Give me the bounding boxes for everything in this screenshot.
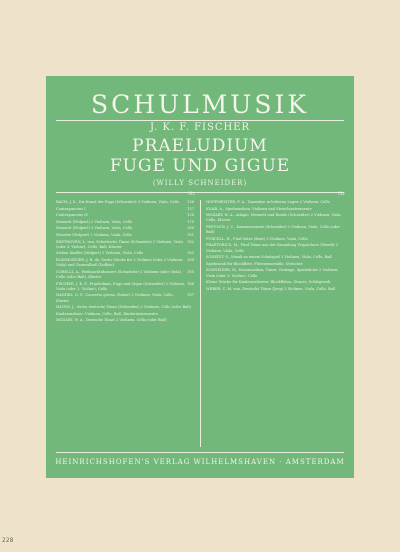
- work-title-line2: FUGE UND GIGUE: [109, 156, 291, 176]
- work-title-line1: PRAELUDIUM: [132, 136, 268, 156]
- catalog-entry: 136 BACH, J. S., Die Kunst der Fuge (Schneider) 3 Violinen, Viola, Cello: [56, 200, 194, 204]
- catalog-entry: HOFFMEISTER, F. A., Tanzsätze in höheren Lagen 2 Violinen, Cello: [206, 200, 330, 204]
- catalog-number: 137: [187, 206, 194, 211]
- editor-credit: (WILLY SCHNEIDER): [152, 179, 248, 187]
- catalog-number: 181: [187, 232, 194, 237]
- catalog-number: 183: [187, 251, 194, 256]
- green-title-panel: [46, 76, 354, 478]
- catalog-entry: MOZART, W. A., Adagio, Menuett und Rondo (Schneider) 2 Violinen, Viola, Cello, Klavier: [206, 213, 342, 223]
- catalog-entry: 183 Sieben ländler (Wolpert) 2 Violinen, Viola, Cello: [56, 251, 194, 256]
- catalog-entry: PEPUSCH, J. C., Kammersonate (Schneider) 2 Violinen, Viola, Cello (oder Baß): [206, 224, 340, 235]
- catalog-entry: PURCELL, H., Fünf Sätze (Bent) 3 Violinen, Viola, Cello: [206, 236, 308, 241]
- catalog-entry: Kindersinfonie: Violinen, Cello, Baß, Kinderinstrumente: [56, 311, 158, 316]
- catalog-entry: HAYDN, J., Sechs deutsche Tänze (Schneider) 2 Violinen, Cello (oder Baß): [56, 305, 192, 310]
- composer-name: J. K. F. FISCHER: [149, 122, 251, 133]
- column-divider: [200, 200, 201, 447]
- catalog-entry: MOZART, W. A., Deutsche Tänze 2 Violinen, Cello (oder Baß): [56, 318, 167, 323]
- catalog-entry: KNAB, A., Spielmusiken, Violinen und Streichinstrumente: [206, 206, 312, 211]
- catalog-entry: 180 Menuett (Wolpert) 3 Violinen, Viola, Cello: [56, 226, 194, 231]
- catalog-entry: WEBER, C. M. von, Deutsche Tänze (Jeep) 2 Violinen, Viola, Cello, Baß: [206, 286, 336, 291]
- catalog-number: 180: [187, 226, 194, 231]
- catalog-entry: 179 Menuett (Wolpert) 2 Violinen, Viola, Cello: [56, 219, 194, 224]
- catalog-entry: 137 Contrapunctus I: [56, 206, 194, 211]
- catalog-number: 179: [187, 219, 194, 224]
- series-title: SCHULMUSIK: [90, 90, 310, 119]
- catalog-entry: 185 CORELLI, A., Weihnachtskonzert (Schneider) 2 Violinen (oder Viola), Cello (oder Baß), Klavier: [56, 269, 194, 279]
- catalog-entry: 138 Contrapunctus IV: [56, 213, 194, 218]
- catalog-entry: 182 BEETHOVEN, L. van, Schottische Tänze (Schneider) 2 Violinen, Viola (oder 3. Violine), Cello, Baß, Klavier: [56, 239, 194, 249]
- left-column-header: Nr.: [188, 191, 196, 197]
- top-rule: [56, 120, 344, 121]
- catalog-number: 184: [187, 257, 194, 262]
- catalog-number: 138: [187, 213, 194, 218]
- catalog-number: 185: [187, 269, 194, 274]
- catalog-column-left: [56, 200, 194, 447]
- catalog-number: 136: [187, 200, 194, 204]
- catalog-number: 182: [187, 239, 194, 244]
- catalog-entry: Spielmusik für Blockflöte, Flötenensemble, Streicher: [206, 261, 303, 266]
- catalog-entry: SCHNEIDER, W., Hausmusiken; Tänze, Gesänge, Spielstücke 2 Violinen, Viola (oder 3. Violine), Cello: [206, 268, 339, 278]
- catalog-entry: 181 Musette (Wolpert) 2 Violinen, Viola, Cello: [56, 232, 194, 237]
- catalog-number: 186: [187, 281, 194, 286]
- publisher-line: HEINRICHSHOFEN'S VERLAG WILHELMSHAVEN · AMSTERDAM: [55, 458, 345, 466]
- right-column-header: Nr.: [338, 191, 346, 197]
- bottom-rule: [56, 452, 344, 453]
- catalog-number: 187: [187, 293, 194, 298]
- catalog-entry: 187 HANDEL, G. F., Concerto grosso (Zuber) 2 Violinen, Viola, Cello, Klavier: [56, 293, 194, 303]
- mid-rule: [56, 192, 344, 193]
- catalog-column-right: [206, 200, 344, 447]
- catalog-entry: PRAETORIUS, M., Fünf Tänze aus der Sammlung Terpsichore (Wendt) 2 Violinen, Viola, Cello: [206, 243, 338, 253]
- catalog-listing: [56, 191, 346, 447]
- catalog-entry: 186 FISCHER, J. K. F., Praeludium, Fuge und Gigue (Schneider) 2 Violinen, Viola (oder 3. Violine), Cello: [56, 281, 194, 291]
- catalog-entry: SCHEIDT, S., Musik zu einem Schulspiel 2 Violinen, Viola, Cello, Baß: [206, 255, 332, 260]
- catalog-entry: 184 BOISMORTIER, J. B. de, Sechs Stücke für 2 Violinen (oder 2 Violinen, Viola) und Generalbaß (Doflein): [56, 257, 194, 268]
- corner-number: 228: [2, 537, 14, 544]
- catalog-entry: Kleine Stücke für Kinderorchester, Blockflöten, Gitarre, Schlagwerk: [206, 280, 331, 285]
